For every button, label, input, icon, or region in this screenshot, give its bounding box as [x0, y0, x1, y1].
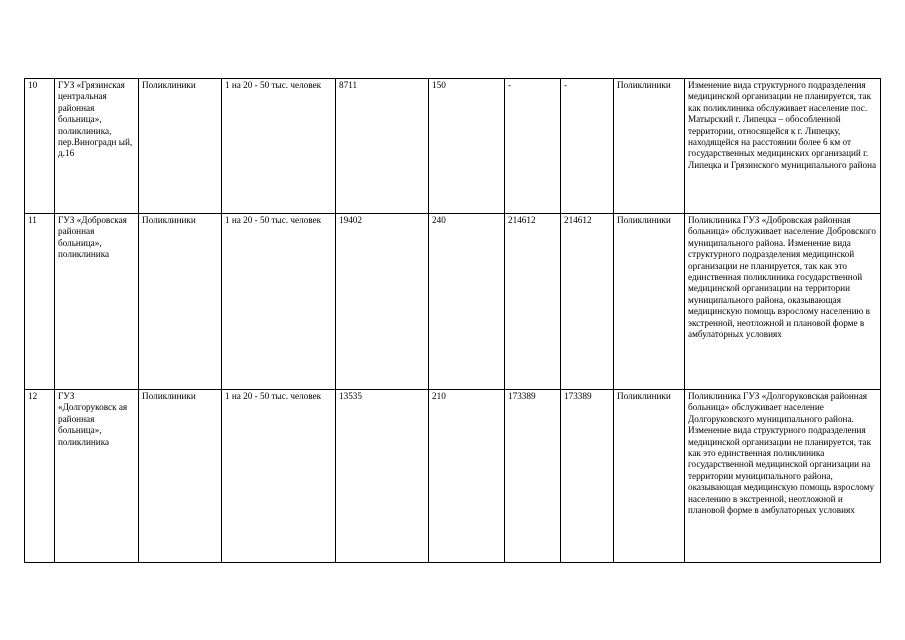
cell-population: 13535: [336, 390, 429, 563]
cell-col7: -: [505, 79, 561, 214]
table-row: [25, 390, 881, 563]
cell-norm: 1 на 20 - 50 тыс. человек: [222, 390, 336, 563]
cell-facility-name: ГУЗ «Долгоруковск ая районная больница», поликлиника: [55, 390, 139, 563]
cell-facility-type-2: Поликлиники: [614, 79, 685, 214]
cell-col8: -: [561, 79, 614, 214]
cell-col7: 214612: [505, 214, 561, 390]
cell-note: Поликлиника ГУЗ «Добровская районная больница» обслуживает население Добровского муниципального района. Изменение вида структурного подразделения медицинской организации не планируется, так как это единственная поликлиника государственной медицинской организации на территории муниципального района, оказывающая медицинскую помощь взрослому населению в экстренной, неотложной и плановой форме в амбулаторных условиях: [685, 214, 881, 390]
cell-facility-type: Поликлиники: [139, 390, 222, 563]
table-row: [25, 79, 881, 214]
cell-population: 8711: [336, 79, 429, 214]
cell-capacity: 240: [429, 214, 505, 390]
facilities-table: [24, 78, 881, 563]
cell-population: 19402: [336, 214, 429, 390]
cell-col8: 173389: [561, 390, 614, 563]
cell-number: 10: [25, 79, 55, 214]
cell-facility-type-2: Поликлиники: [614, 390, 685, 563]
cell-number: 12: [25, 390, 55, 563]
cell-note: Поликлиника ГУЗ «Долгоруковская районная больница» обслуживает население Долгоруковского муниципального района. Изменение вида структурного подразделения медицинской организации не планируется, так как это единственная поликлиника государственной медицинской организации на территории муниципального района, оказывающая медицинскую помощь взрослому населению в экстренной, неотложной и плановой форме в амбулаторных условиях: [685, 390, 881, 563]
cell-number: 11: [25, 214, 55, 390]
cell-capacity: 210: [429, 390, 505, 563]
cell-note: Изменение вида структурного подразделения медицинской организации не планируется, так как поликлиника обслуживает население пос. Матырский г. Липецка – обособленной территории, относящейся к г. Липецку, находящейся на расстоянии более 6 км от государственных медицинских организаций г. Липецка и Грязинского муниципального района: [685, 79, 881, 214]
cell-facility-name: ГУЗ «Добровская районная больница», поликлиника: [55, 214, 139, 390]
cell-facility-type: Поликлиники: [139, 79, 222, 214]
cell-capacity: 150: [429, 79, 505, 214]
cell-facility-name: ГУЗ «Грязинская центральная районная больница», поликлиника, пер.Виноградн ый, д.16: [55, 79, 139, 214]
cell-norm: 1 на 20 - 50 тыс. человек: [222, 79, 336, 214]
cell-col8: 214612: [561, 214, 614, 390]
cell-norm: 1 на 20 - 50 тыс. человек: [222, 214, 336, 390]
cell-facility-type-2: Поликлиники: [614, 214, 685, 390]
cell-facility-type: Поликлиники: [139, 214, 222, 390]
cell-col7: 173389: [505, 390, 561, 563]
table-row: [25, 214, 881, 390]
